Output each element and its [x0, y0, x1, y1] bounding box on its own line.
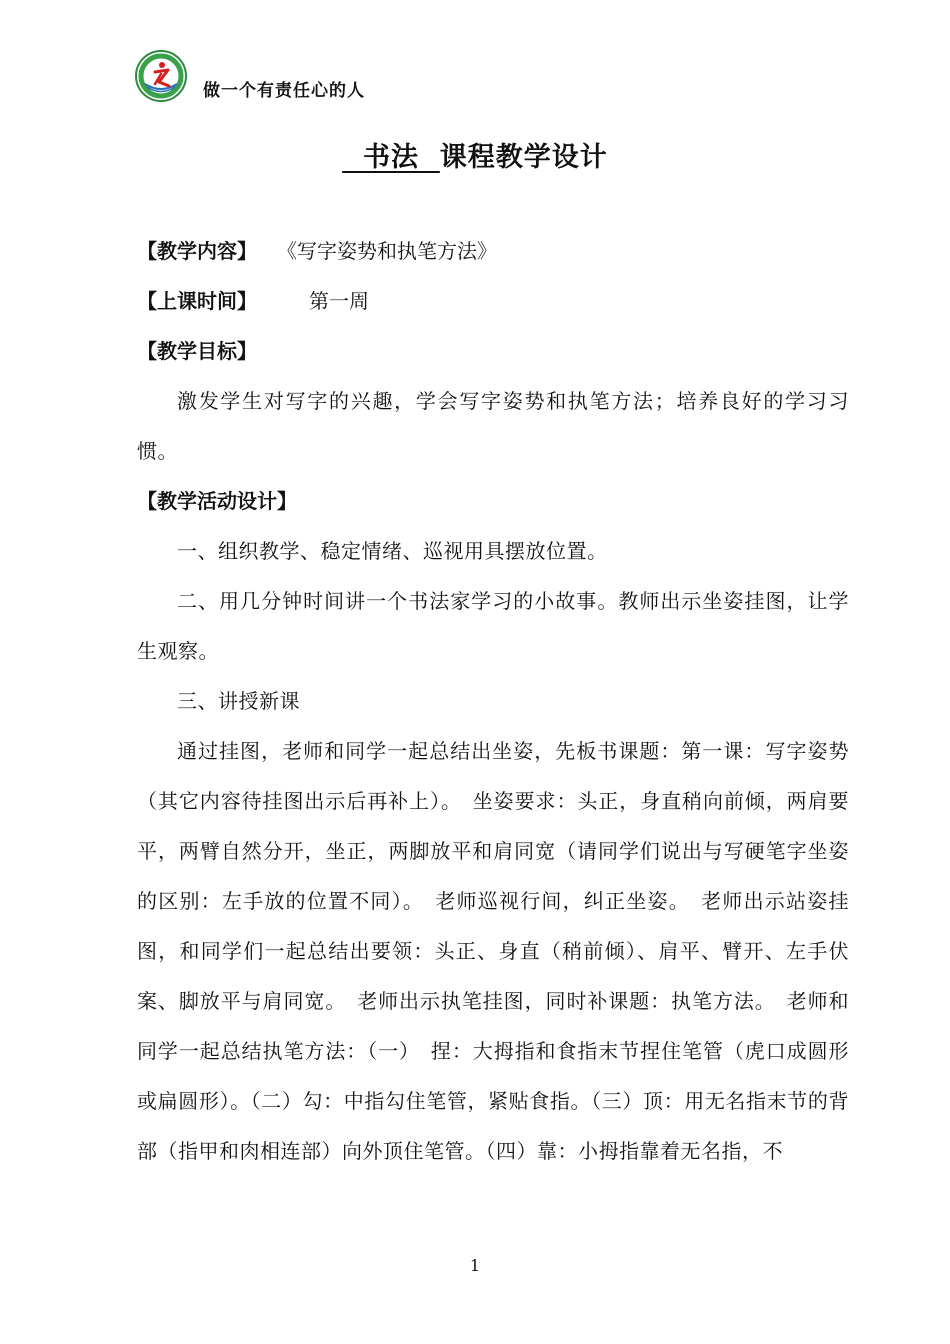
activity-step-2: 二、用几分钟时间讲一个书法家学习的小故事。教师出示坐姿挂图，让学生观察。 — [137, 589, 849, 663]
school-motto: 做一个有责任心的人 — [203, 81, 365, 101]
class-time-row — [137, 276, 849, 326]
title-text: 课程教学设计 — [439, 142, 608, 173]
teaching-goal-label: 【教学目标】 — [137, 339, 257, 363]
page-title — [0, 135, 950, 174]
page-header — [135, 40, 635, 110]
class-time-value: 第一周 — [309, 289, 369, 313]
teaching-goal-row — [137, 326, 849, 376]
page-number: 1 — [469, 1256, 481, 1275]
document-body — [137, 226, 849, 1176]
teaching-content-row — [137, 226, 849, 276]
course-subject: 书法 — [342, 142, 440, 173]
school-emblem-icon — [135, 50, 187, 102]
teaching-content-value: 《写字姿势和执笔方法》 — [287, 239, 497, 263]
activity-step-3-details: 通过挂图，老师和同学一起总结出坐姿，先板书课题：第一课：写字姿势（其它内容待挂图出示后再补上）。 坐姿要求：头正，身直稍向前倾，两肩要平，两臂自然分开，坐正，两脚放平和肩同宽（请同学们说出与写硬笔字坐姿的区别：左手放的位置不同）。 老师巡视行间，纠正坐姿。 老师出示站姿挂图，和同学们一起总结出要领：头正、身直（稍前倾）、肩平、臂开、左手伏案、脚放平与肩同宽。 老师出示执笔挂图，同时补课题：执笔方法。 老师和同学一起总结执笔方法：（一） 捏：大拇指和食指末节捏住笔管（虎口成圆形或扁圆形）。（二）勾：中指勾住笔管，紧贴食指。（三）顶：用无名指末节的背部（指甲和肉相连部）向外顶住笔管。（四）靠：小拇指靠着无名指，不 — [137, 739, 849, 1163]
activity-design-row — [137, 476, 849, 526]
teaching-goal-text: 激发学生对写字的兴趣，学会写字姿势和执笔方法；培养良好的学习习惯。 — [137, 389, 849, 463]
activity-design-label: 【教学活动设计】 — [137, 489, 297, 513]
class-time-label: 【上课时间】 — [137, 289, 257, 313]
activity-step-1: 一、组织教学、稳定情绪、巡视用具摆放位置。 — [177, 539, 608, 563]
teaching-content-label: 【教学内容】 — [137, 239, 257, 263]
activity-step-3: 三、讲授新课 — [177, 689, 300, 713]
